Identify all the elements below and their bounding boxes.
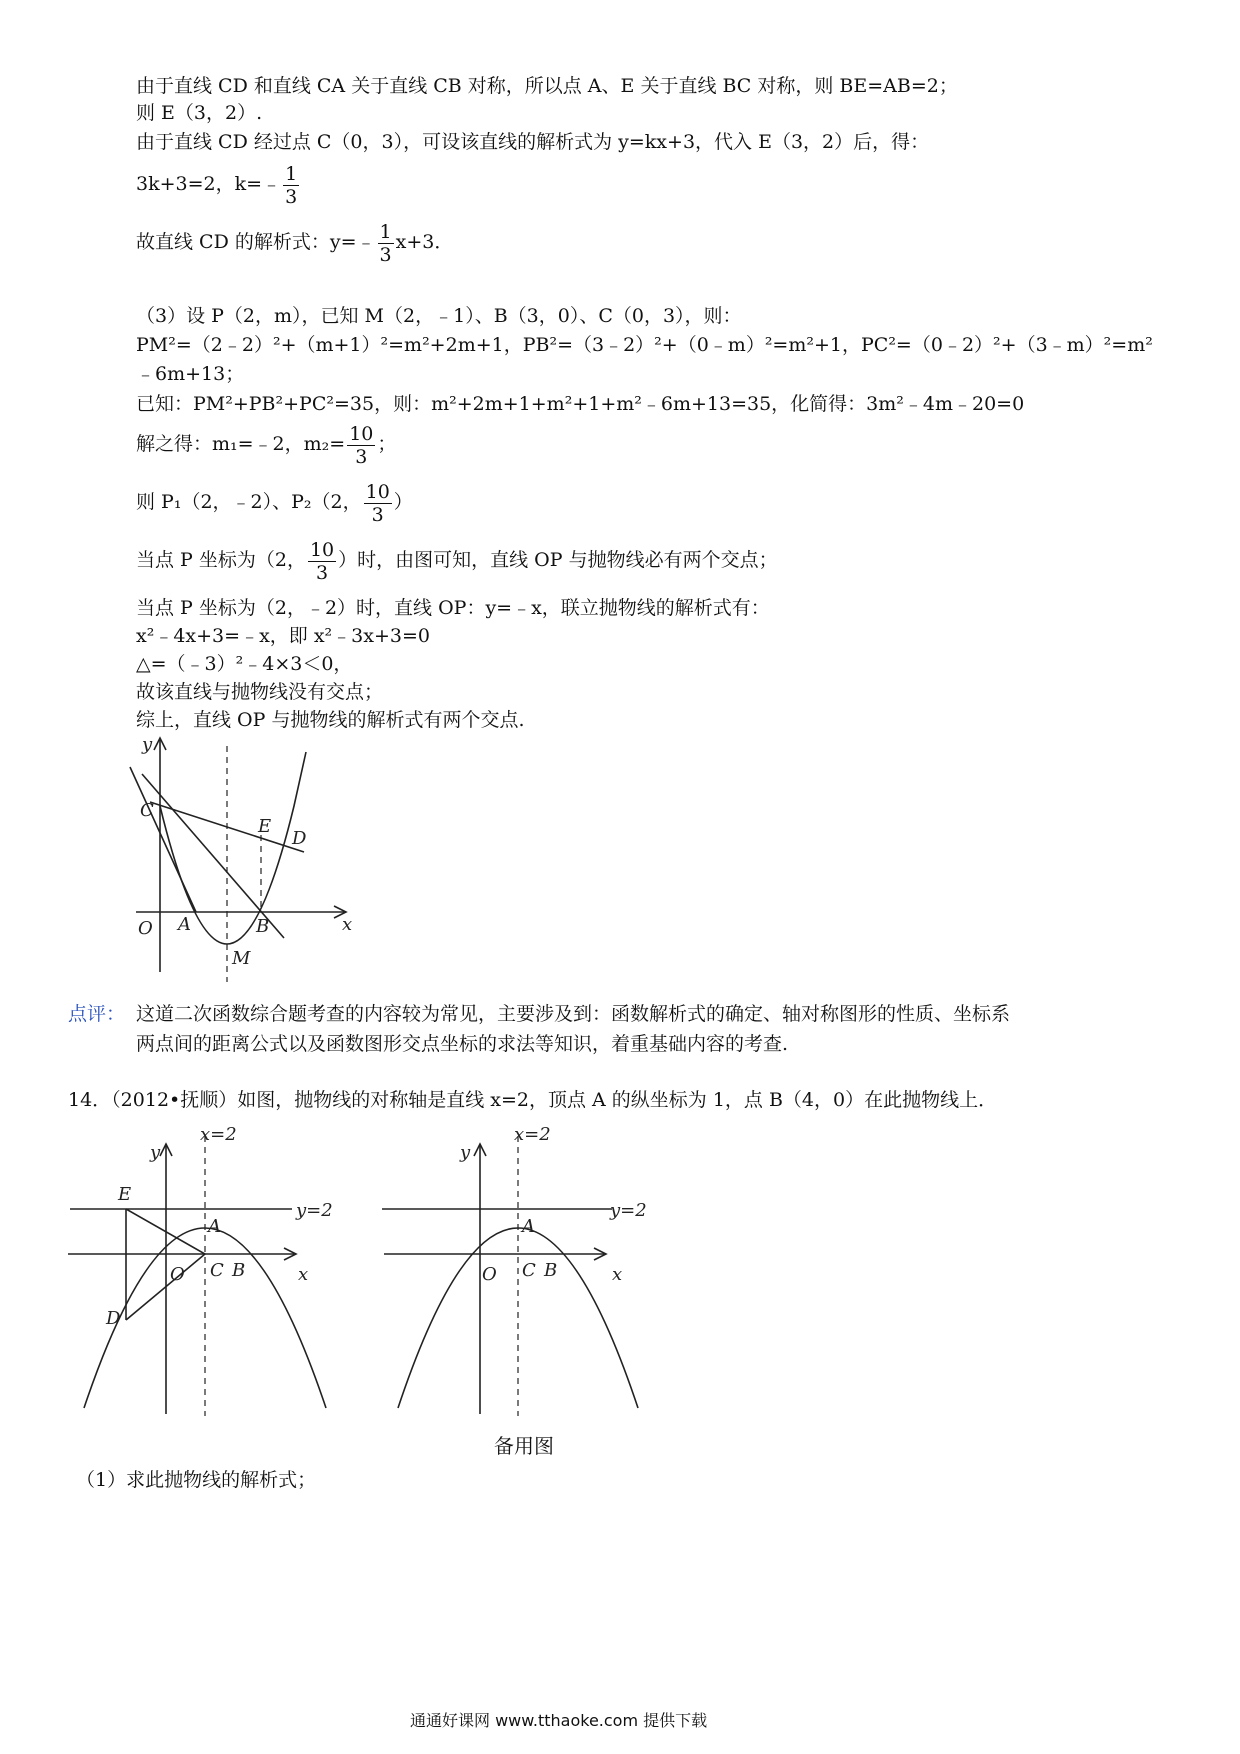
point-label-o: O [138,918,153,939]
comment-text: 两点间的距离公式以及函数图形交点坐标的求法等知识，着重基础内容的考查. [136,1033,789,1055]
axis-label-x: x [342,914,353,935]
fraction: $\frac{1}{3}$ [379,220,392,266]
axis-label-y: y [142,734,153,755]
comment-text: 这道二次函数综合题考查的内容较为常见，主要涉及到：函数解析式的确定、轴对称图形的性质、坐标系 [136,1003,1011,1025]
equation-text: 则 P₁（2，﹣2）、P₂（2， [136,491,362,513]
figure-parabola-3 [376,1126,676,1426]
fraction: $\frac{10}{3}$ [365,480,390,526]
text-line: 由于直线 CD 经过点 C（0，3），可设该直线的解析式为 y=kx+3，代入 E（3，2）后，得： [136,131,930,153]
axis-label-y: y [150,1142,161,1163]
line-label-y-eq-2: y=2 [610,1200,647,1221]
fraction: $\frac{10}{3}$ [309,538,335,584]
axis-label-x: x [612,1264,623,1285]
text-line: 当点 P 坐标为（2，﹣2）时，直线 OP：y=﹣x，联立抛物线的解析式有： [136,597,770,619]
problem-statement: 14．（2012•抚顺）如图，抛物线的对称轴是直线 x=2，顶点 A 的纵坐标为 1，点 B（4，0）在此抛物线上． [68,1089,998,1111]
axis-label-y: y [460,1142,471,1163]
point-label-e: E [258,816,272,837]
point-label-b: B [232,1260,246,1281]
footer-credit: 通通好课网 www.tthaoke.com 提供下载 [410,1711,708,1730]
equation-text: 故直线 CD 的解析式：y=﹣ [136,231,376,253]
line-label-y-eq-2: y=2 [296,1200,333,1221]
equation-line [136,536,778,584]
equation-text: x+3． [395,231,454,253]
figure-parabola-1 [120,732,380,992]
equation-line [136,160,301,208]
text-line: x²﹣4x+3=﹣x，即 x²﹣3x+3=0 [136,625,430,647]
text-line: 由于直线 CD 和直线 CA 关于直线 CB 对称，所以点 A、E 关于直线 BC 对称，则 BE=AB=2； [136,75,958,97]
text-line: PM²=（2﹣2）²+（m+1）²=m²+2m+1，PB²=（3﹣2）²+（0﹣m）²=m²+1，PC²=（0﹣2）²+（3﹣m）²=m² [136,334,1153,356]
equation-line [136,218,453,266]
equation-text: ） [393,491,413,513]
axis-label-x: x [298,1264,309,1285]
sub-question: （1）求此抛物线的解析式； [76,1469,317,1491]
fraction: $\frac{10}{3}$ [349,422,374,468]
point-label-c: C [140,800,154,821]
line-label-x-eq-2: x=2 [514,1126,551,1145]
point-label-d: D [106,1308,121,1329]
point-label-c: C [210,1260,224,1281]
text-line: 故该直线与抛物线没有交点； [136,681,384,703]
equation-text: 3k+3=2，k=﹣ [136,173,282,195]
comment-label: 点评： [68,1003,126,1025]
point-label-m: M [232,948,251,969]
point-label-a: A [522,1216,535,1237]
text-line: 则 E（3，2）. [136,102,263,124]
text-line: ﹣6m+13； [136,363,245,385]
point-label-a: A [208,1216,221,1237]
point-label-e: E [118,1184,132,1205]
point-label-b: B [256,916,270,937]
equation-text: 当点 P 坐标为（2， [136,549,306,571]
figure-parabola-2 [60,1126,360,1426]
text-line: △=（﹣3）²﹣4×3＜0， [136,653,353,675]
text-line: 综上，直线 OP 与抛物线的解析式有两个交点. [136,709,525,731]
equation-line [136,478,413,526]
equation-text: 解之得：m₁=﹣2，m₂= [136,433,346,455]
point-label-c: C [522,1260,536,1281]
point-label-d: D [292,828,307,849]
point-label-o: O [170,1264,185,1285]
point-label-o: O [482,1264,497,1285]
equation-text: ）时，由图可知，直线 OP 与抛物线必有两个交点； [338,549,778,571]
fraction: $\frac{1}{3}$ [285,162,298,208]
equation-line [136,420,396,468]
point-label-a: A [178,914,191,935]
point-label-b: B [544,1260,558,1281]
line-label-x-eq-2: x=2 [200,1126,237,1145]
equation-text: ； [377,433,397,455]
figure-caption: 备用图 [494,1434,554,1458]
text-line: 已知：PM²+PB²+PC²=35，则：m²+2m+1+m²+1+m²﹣6m+13=35，化简得：3m²﹣4m﹣20=0 [136,393,1025,415]
text-line: （3）设 P（2，m），已知 M（2，﹣1）、B（3，0）、C（0，3），则： [136,305,742,327]
